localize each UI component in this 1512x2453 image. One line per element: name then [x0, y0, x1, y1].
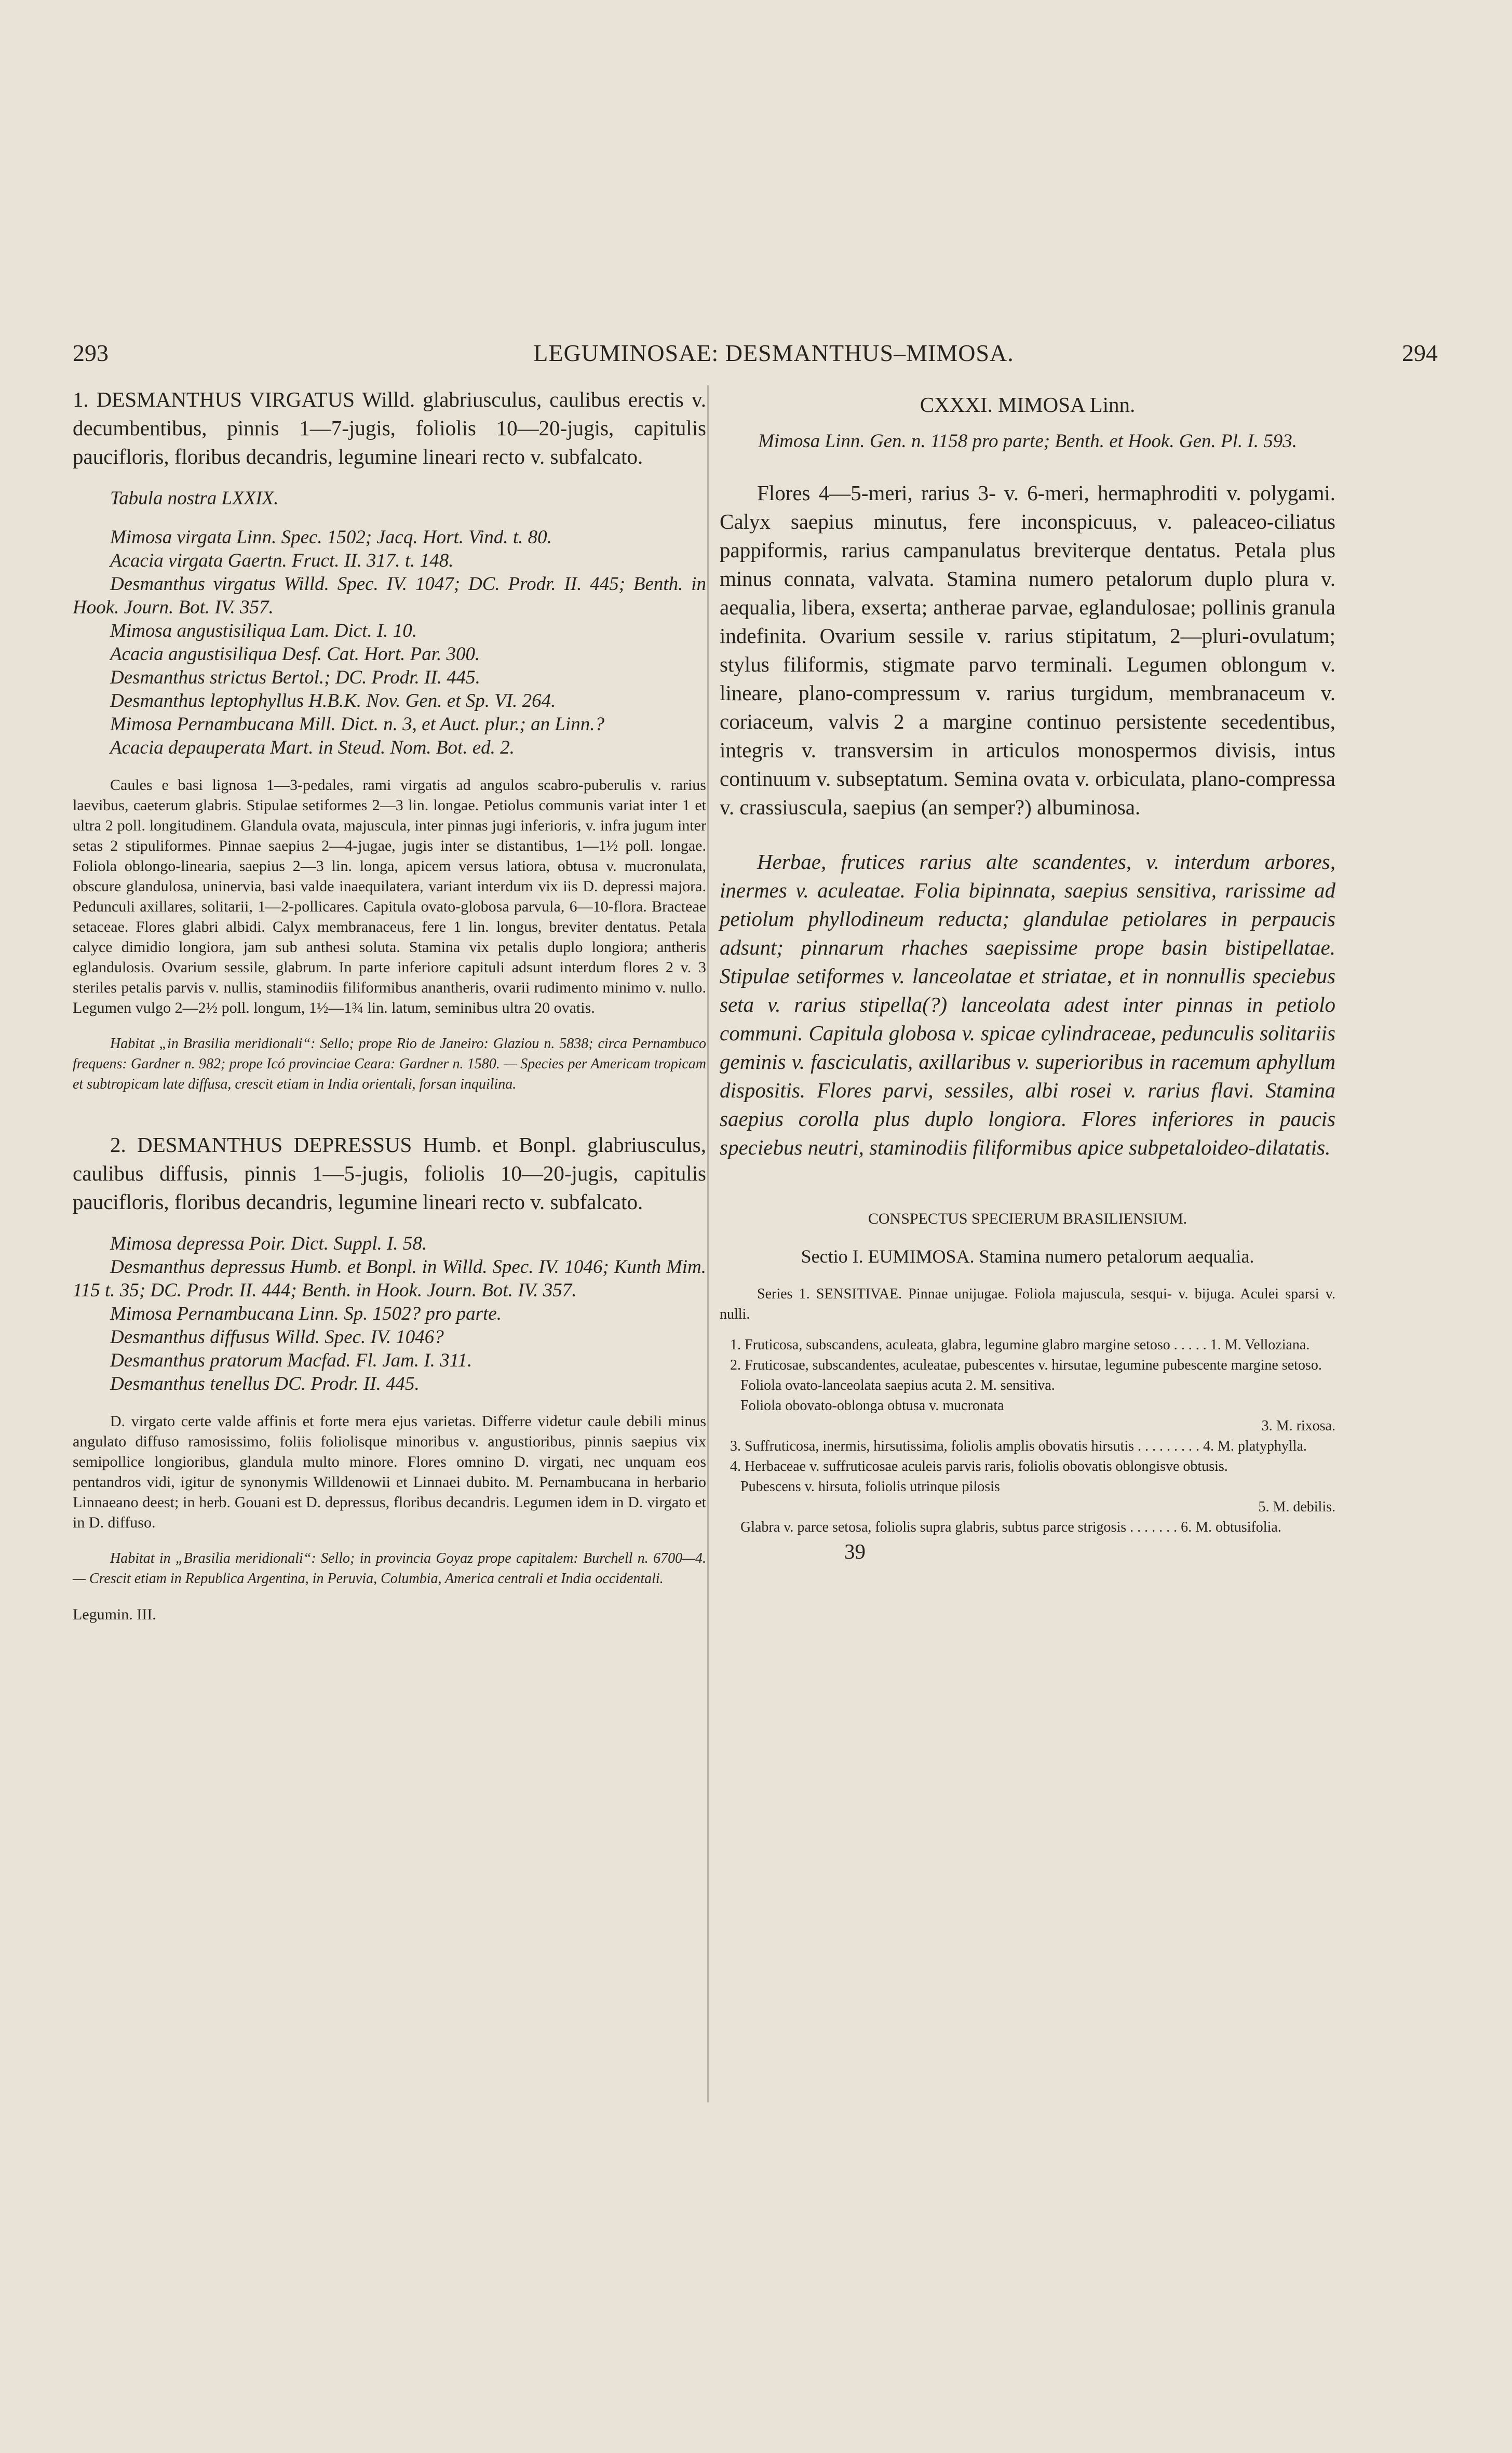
- key-entry: Pubescens v. hirsuta, foliolis utrinque pilosis: [740, 1479, 1000, 1495]
- synonym: Desmanthus leptophyllus H.B.K. Nov. Gen. et Sp. VI. 264.: [110, 690, 556, 712]
- synonyms-2: [73, 1232, 706, 1396]
- species-1-habitat: Habitat „in Brasilia meridionali“: Sello; prope Rio de Janeiro: Glaziou n. 5838; circa Pernambuco frequens: Gardner n. 982; prope Icó provinciae Ceara: Gardner n. 1580. — Species per Americam tropicam et subtropicam late diffusa, crescit etiam in India orientali, forsan inquilina.: [73, 1036, 706, 1092]
- synonym: Desmanthus pratorum Macfad. Fl. Jam. I. 311.: [110, 1350, 473, 1371]
- synonym: Desmanthus strictus Bertol.; DC. Prodr. II. 445.: [110, 667, 480, 688]
- synonym: Acacia virgata Gaertn. Fruct. II. 317. t. 148.: [110, 550, 454, 571]
- key-entry: 4. Herbaceae v. suffruticosae aculeis parvis raris, foliolis obovatis oblongisve obtusis.: [730, 1458, 1228, 1475]
- synonym: Mimosa virgata Linn. Spec. 1502; Jacq. Hort. Vind. t. 80.: [110, 527, 552, 548]
- synonym: Acacia angustisiliqua Desf. Cat. Hort. Par. 300.: [110, 644, 480, 665]
- species-key: [720, 1335, 1335, 1537]
- key-entry: Foliola ovato-lanceolata saepius acuta 2. M. sensitiva.: [740, 1377, 1055, 1393]
- synonym: Mimosa depressa Poir. Dict. Suppl. I. 58.: [110, 1233, 427, 1254]
- right-column: [720, 385, 1335, 1566]
- species-1-heading: 1. DESMANTHUS VIRGATUS Willd. glabriusculus, caulibus erectis v. decumbentibus, pinnis 1—7-jugis, foliolis 10—20-jugis, capitulis paucifloris, floribus decandris, legumine lineari recto v. subfalcato.: [73, 387, 706, 468]
- synonym: Desmanthus tenellus DC. Prodr. II. 445.: [110, 1373, 420, 1395]
- synonym: Mimosa Pernambucana Mill. Dict. n. 3, et Auct. plur.; an Linn.?: [110, 714, 604, 735]
- genus-reference: Mimosa Linn. Gen. n. 1158 pro parte; Benth. et Hook. Gen. Pl. I. 593.: [758, 431, 1297, 452]
- running-head: LEGUMINOSAE: DESMANTHUS–MIMOSA.: [533, 340, 1014, 366]
- genus-description: Flores 4—5-meri, rarius 3- v. 6-meri, hermaphroditi v. polygami. Calyx saepius minutus, fere inconspicuus, v. paleaceo-ciliatus pappiformis, rarius campanulatus breviterque dentatus. Petala plus minus connata, valvata. Stamina numero petalorum duplo plura v. aequalia, libera, exserta; antherae parvae, eglandulosae; pollinis granula indefinita. Ovarium sessile v. rarius stipitatum, 2—pluri-ovulatum; stylus filiformis, stigmate parvo terminali. Legumen oblongum v. lineare, plano-compressum v. rarius turgidum, membranaceum v. coriaceum, valvis 2 a margine continuo persistente secedentibus, integris v. transversim in articulos monospermos divisis, intus continuum v. subseptatum. Semina ovata v. orbiculata, plano-compressa v. crassiuscula, saepius (an semper?) albuminosa.: [720, 481, 1335, 819]
- genus-title: CXXXI. MIMOSA Linn.: [920, 393, 1136, 417]
- species-2-description: D. virgato certe valde affinis et forte mera ejus varietas. Differre videtur caule debili minus angulato diffuso ramosissimo, foliis foliolisque minoribus v. angustioribus, pinnis saepius vix semipollice longioribus, glandula multo minore. Flores omnino D. virgati, nec unquam eos pentandros vidi, igitur de synonymis Willdenowii et Linnaei dubito. M. Pernambucana in herbario Linnaeano deest; in herb. Gouani est D. depressus, floribus decandris. Legumen idem in D. virgato et in D. diffuso.: [73, 1413, 706, 1531]
- series-heading: Series 1. SENSITIVAE. Pinnae unijugae. Foliola majuscula, sesqui- v. bijuga. Aculei sparsi v. nulli.: [720, 1286, 1335, 1322]
- synonym: Desmanthus diffusus Willd. Spec. IV. 1046?: [110, 1326, 444, 1348]
- species-2-heading: 2. DESMANTHUS DEPRESSUS Humb. et Bonpl. glabriusculus, caulibus diffusis, pinnis 1—5-jugis, foliolis 10—20-jugis, capitulis paucifloris, floribus decandris, legumine lineari recto v. subfalcato.: [73, 1133, 706, 1214]
- key-entry: Glabra v. parce setosa, foliolis supra glabris, subtus parce strigosis . . . . . . . 6. M. obtusifolia.: [740, 1519, 1281, 1535]
- key-entry: 1. Fruticosa, subscandens, aculeata, glabra, legumine glabro margine setoso . . . . . 1. M. Velloziana.: [730, 1337, 1310, 1353]
- left-column: [73, 385, 706, 1625]
- column-divider: [707, 385, 709, 2102]
- page-number-left: 293: [73, 340, 109, 366]
- page-number-right: 294: [1402, 340, 1438, 366]
- signature-mark: Legumin. III.: [73, 1606, 156, 1623]
- synonym: Desmanthus virgatus Willd. Spec. IV. 1047; DC. Prodr. II. 445; Benth. in Hook. Journ. Bot. IV. 357.: [73, 573, 706, 618]
- plate-reference: Tabula nostra LXXIX.: [110, 488, 279, 509]
- synonyms-1: [73, 526, 706, 759]
- key-entry: Foliola obovato-oblonga obtusa v. mucronata: [740, 1398, 1004, 1414]
- species-2-habitat: Habitat in „Brasilia meridionali“: Sello; in provincia Goyaz prope capitalem: Burchell n. 6700—4. — Crescit etiam in Republica Argentina, in Peruvia, Columbia, America centrali et India occidentali.: [73, 1550, 706, 1587]
- synonym: Desmanthus depressus Humb. et Bonpl. in Willd. Spec. IV. 1046; Kunth Mim. 115 t. 35; DC. Prodr. II. 444; Benth. in Hook. Journ. Bot. IV. 357.: [73, 1256, 706, 1301]
- species-1-description: Caules e basi lignosa 1—3-pedales, rami virgatis ad angulos scabro-puberulis v. rarius laevibus, caeterum glabris. Stipulae setiformes 2—3 lin. longae. Petiolus communis variat inter 1 et ultra 2 poll. longitudinem. Glandula ovata, majuscula, inter pinnas jugi inferioris, v. infra jugum inter setas 2 stipuliformes. Pinnae saepius 2—4-jugae, jugis inter se distantibus, 1—1½ poll. longae. Foliola oblongo-linearia, saepius 2—3 lin. longa, apicem versus latiora, obtusa v. mucronulata, obscure glandulosa, uninervia, basi valde inaequilatera, variant interdum vix iis D. depressi majora. Pedunculi axillares, solitarii, 1—2-pollicares. Capitula ovato-globosa parvula, 6—10-flora. Bracteae setaceae. Flores glabri albidi. Calyx membranaceus, fere 1 lin. longus, breviter dentatus. Petala calyce dimidio longiora, jam sub anthesi soluta. Stamina vix petalis duplo longiora; antheris eglandulosis. Ovarium sessile, glabrum. In parte inferiore capituli adsunt interdum flores 2 v. 3 steriles petalis parvis v. nullis, staminodiis filiformibus anantheris, ovarii rudimento minimo v. nullo. Legumen vulgo 2—2½ poll. longum, 1½—1¾ lin. latum, seminibus ultra 20 ovatis.: [73, 776, 706, 1016]
- key-entry: 5. M. debilis.: [1258, 1499, 1335, 1515]
- key-entry: 3. M. rixosa.: [1261, 1418, 1335, 1434]
- synonym: Mimosa angustisiliqua Lam. Dict. I. 10.: [110, 620, 417, 641]
- gathering-signature: 39: [844, 1539, 866, 1563]
- conspectus-title: CONSPECTUS SPECIERUM BRASILIENSIUM.: [868, 1210, 1187, 1227]
- synonym: Mimosa Pernambucana Linn. Sp. 1502? pro parte.: [110, 1303, 502, 1324]
- genus-habit: Herbae, frutices rarius alte scandentes, v. interdum arbores, inermes v. aculeatae. Folia bipinnata, saepius sensitiva, rarissime ad petiolum phyllodineum reducta; glandulae petiolares in perpaucis adsunt; pinnarum rhaches saepissime prope basin bistipellatae. Stipulae setiformes v. lanceolatae et striatae, et in nonnullis speciebus seta v. rarius stipella(?) lanceolata adest inter pinnas in petiolo communi. Capitula globosa v. spicae cylindraceae, pedunculis solitariis geminis v. fasciculatis, axillaribus v. superioribus in racemum aphyllum dispositis. Flores parvi, sessiles, albi rosei v. rarius flavi. Stamina saepius corolla plus duplo longiora. Flores inferiores in paucis speciebus neutri, staminodiis filiformibus apice subpetaloideo-dilatatis.: [720, 850, 1335, 1159]
- key-entry: 3. Suffruticosa, inermis, hirsutissima, foliolis amplis obovatis hirsutis . . . . . . . . . 4. M. platyphylla.: [730, 1438, 1307, 1454]
- key-entry: 2. Fruticosae, subscandentes, aculeatae, pubescentes v. hirsutae, legumine pubescente margine setoso.: [730, 1357, 1322, 1373]
- synonym: Acacia depauperata Mart. in Steud. Nom. Bot. ed. 2.: [110, 737, 515, 758]
- sectio-heading: Sectio I. EUMIMOSA. Stamina numero petalorum aequalia.: [801, 1246, 1254, 1267]
